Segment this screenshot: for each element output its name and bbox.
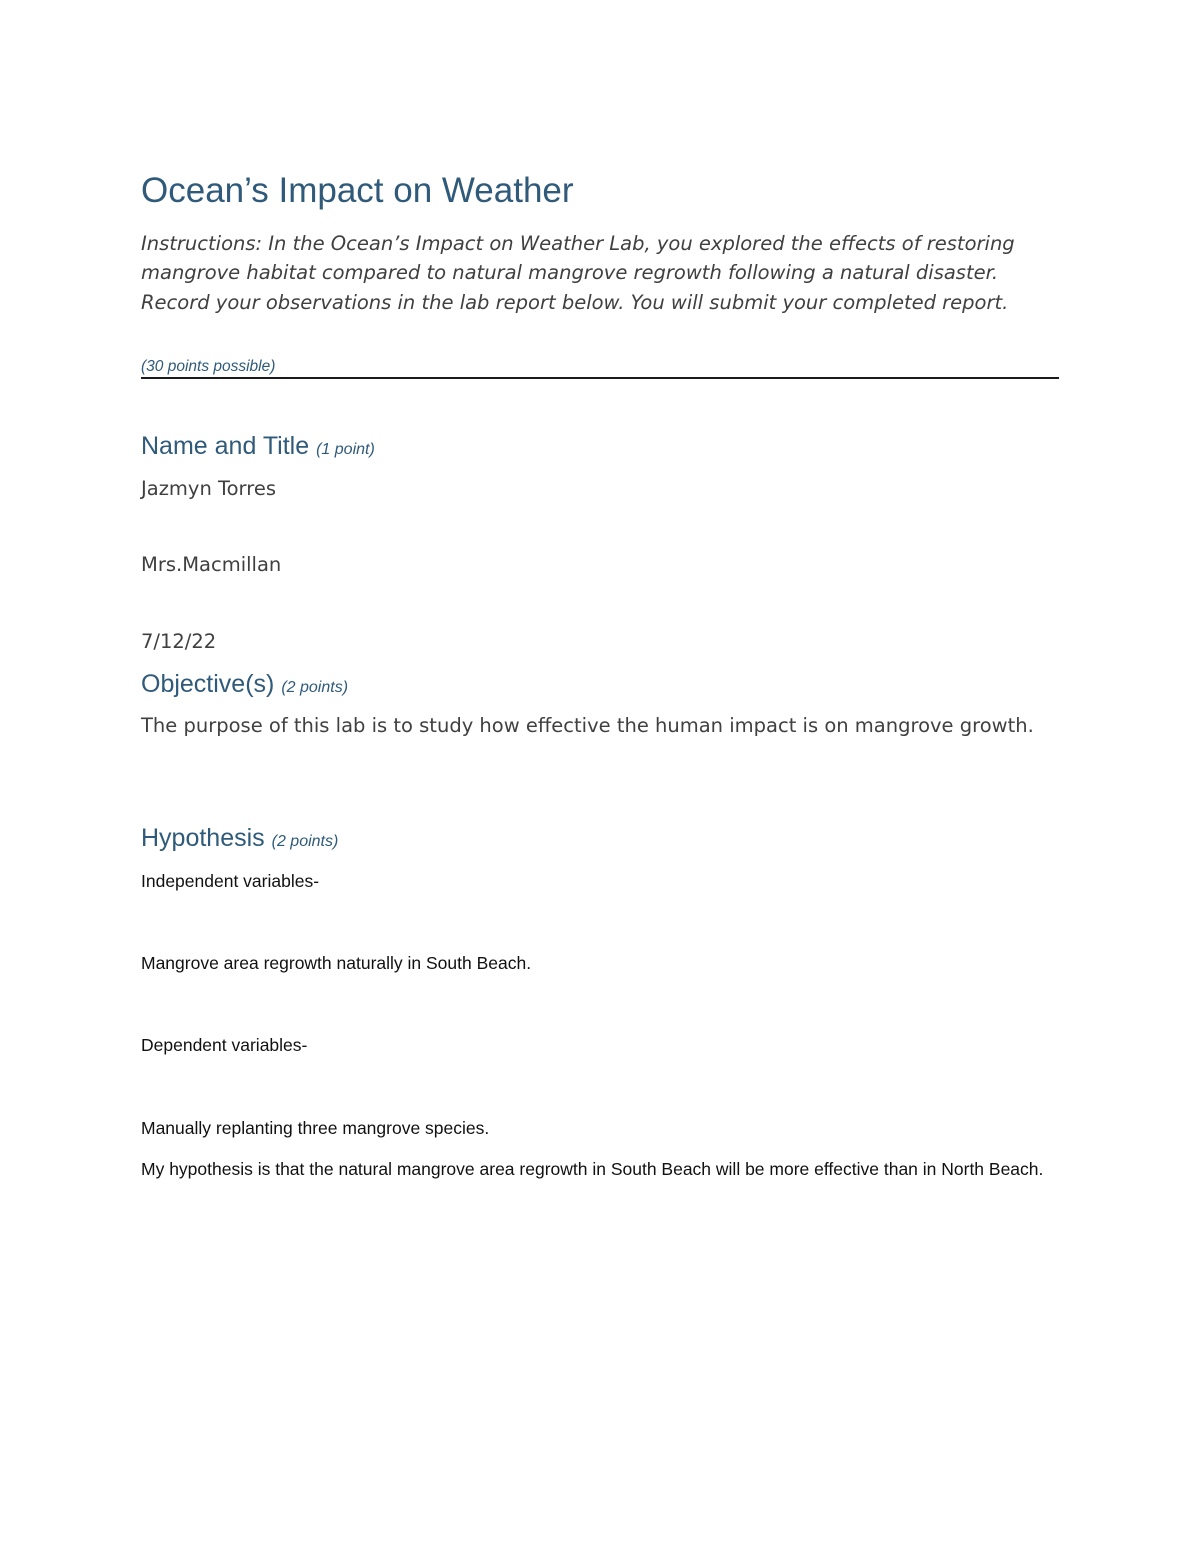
name-and-title-points: (1 point) <box>316 441 375 458</box>
name-and-title-heading <box>141 430 375 466</box>
independent-variables-label: Independent variables- <box>141 871 320 891</box>
dependent-variables-label: Dependent variables- <box>141 1035 308 1055</box>
document-title: Ocean’s Impact on Weather <box>141 171 574 210</box>
document-page <box>141 0 1059 1553</box>
hypothesis-statement: My hypothesis is that the natural mangrove area regrowth in South Beach will be more effective than in North Beach. <box>141 1159 1044 1179</box>
dependent-variables-value: Manually replanting three mangrove species. <box>141 1118 490 1138</box>
objective-points: (2 points) <box>281 679 349 696</box>
objective-text: The purpose of this lab is to study how effective the human impact is on mangrove growth. <box>141 714 1034 737</box>
student-name: Jazmyn Torres <box>141 477 276 500</box>
points-possible: (30 points possible) <box>141 358 276 375</box>
objective-heading-text: Objective(s) <box>141 670 275 698</box>
section-divider <box>141 377 1059 379</box>
teacher-name: Mrs.Macmillan <box>141 553 282 576</box>
hypothesis-heading <box>141 822 338 858</box>
instructions-text: Instructions: In the Ocean’s Impact on Weather Lab, you explored the effects of restoring mangrove habitat compared to natural mangrove regrowth following a natural disaster. Record your observations in the lab report below. You will submit your completed report. <box>141 232 1015 314</box>
independent-variables-value: Mangrove area regrowth naturally in South Beach. <box>141 953 532 973</box>
hypothesis-heading-text: Hypothesis <box>141 824 265 852</box>
hypothesis-points: (2 points) <box>271 833 339 850</box>
name-and-title-heading-text: Name and Title <box>141 432 310 460</box>
objective-heading <box>141 668 348 704</box>
report-date: 7/12/22 <box>141 630 217 653</box>
